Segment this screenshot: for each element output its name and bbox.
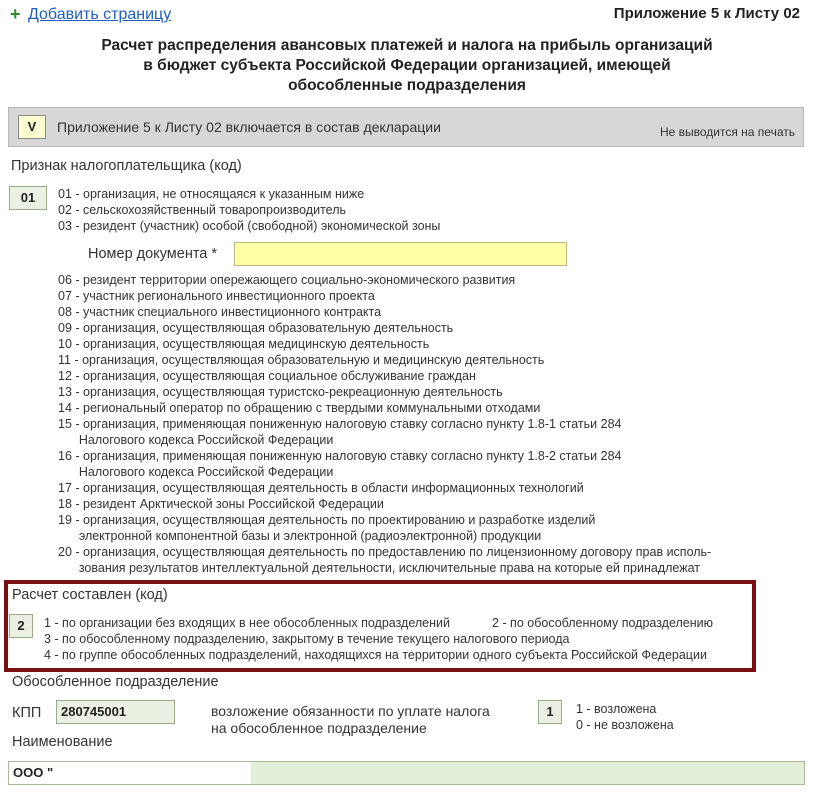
- taxpayer-option: 03 - резидент (участник) особой (свободной) экономической зоны: [58, 219, 441, 233]
- taxpayer-code-field[interactable]: 01: [9, 186, 47, 210]
- taxpayer-option: Налогового кодекса Российской Федерации: [58, 465, 334, 479]
- taxpayer-option: 06 - резидент территории опережающего социально-экономического развития: [58, 273, 516, 287]
- taxpayer-option: электронной компонентной базы и электронной (радиоэлектронной) продукции: [58, 529, 542, 543]
- duty-option-1: 1 - возложена: [576, 702, 657, 716]
- duty-label: [211, 703, 490, 737]
- taxpayer-options-top: [58, 186, 440, 234]
- taxpayer-option: 01 - организация, не относящаяся к указанным ниже: [58, 187, 365, 201]
- title-line-3: обособленные подразделения: [288, 77, 526, 94]
- add-page-link[interactable]: [10, 4, 171, 25]
- duty-options: [576, 701, 674, 733]
- taxpayer-option: 02 - сельскохозяйственный товаропроизводитель: [58, 203, 347, 217]
- taxpayer-option: 17 - организация, осуществляющая деятельность в области информационных технологий: [58, 481, 584, 495]
- duty-label-line-1: возложение обязанности по уплате налога: [211, 703, 490, 719]
- calc-code-field[interactable]: 2: [9, 614, 33, 638]
- taxpayer-option: 14 - региональный оператор по обращению с твердыми коммунальными отходами: [58, 401, 541, 415]
- name-input[interactable]: [8, 761, 805, 785]
- inclusion-label: Приложение 5 к Листу 02 включается в состав декларации: [57, 119, 441, 135]
- kpp-label: КПП: [12, 705, 42, 721]
- title-line-2: в бюджет субъекта Российской Федерации организацией, имеющей: [143, 57, 671, 74]
- taxpayer-option: 09 - организация, осуществляющая образовательную деятельность: [58, 321, 454, 335]
- inclusion-bar: [8, 107, 804, 147]
- calc-option-2: 2 - по обособленному подразделению: [492, 616, 714, 630]
- name-label: Наименование: [12, 734, 113, 750]
- calc-option-3: 3 - по обособленному подразделению, закрытому в течение текущего налогового периода: [44, 632, 570, 646]
- taxpayer-option: Налогового кодекса Российской Федерации: [58, 433, 334, 447]
- inclusion-checkbox[interactable]: V: [18, 115, 46, 139]
- doc-number-input[interactable]: [234, 242, 567, 266]
- plus-icon: +: [10, 4, 21, 24]
- doc-number-label: Номер документа *: [88, 246, 218, 262]
- kpp-input[interactable]: 280745001: [56, 700, 175, 724]
- page-title: [0, 36, 814, 96]
- calc-option-1: 1 - по организации без входящих в нее обособленных подразделений: [44, 616, 450, 630]
- taxpayer-option: 13 - организация, осуществляющая туристско-рекреационную деятельность: [58, 385, 503, 399]
- appendix-title: Приложение 5 к Листу 02: [613, 5, 800, 22]
- name-value: ООО ": [9, 762, 251, 784]
- taxpayer-option: 15 - организация, применяющая пониженную налоговую ставку согласно пункту 1.8-1 статьи 284: [58, 417, 622, 431]
- taxpayer-option: 16 - организация, применяющая пониженную налоговую ставку согласно пункту 1.8-2 статьи 284: [58, 449, 622, 463]
- taxpayer-option: 19 - организация, осуществляющая деятельность по проектированию и разработке изделий: [58, 513, 596, 527]
- taxpayer-option: 07 - участник регионального инвестиционного проекта: [58, 289, 375, 303]
- taxpayer-option: 11 - организация, осуществляющая образовательную и медицинскую деятельность: [58, 353, 545, 367]
- taxpayer-option: 08 - участник специального инвестиционного контракта: [58, 305, 382, 319]
- title-line-1: Расчет распределения авансовых платежей и налога на прибыль организаций: [101, 37, 713, 54]
- add-page-label: Добавить страницу: [28, 5, 172, 23]
- duty-option-2: 0 - не возложена: [576, 718, 674, 732]
- calc-section-label: Расчет составлен (код): [12, 587, 168, 603]
- subdivision-section-label: Обособленное подразделение: [12, 674, 219, 690]
- calc-option-4: 4 - по группе обособленных подразделений, находящихся на территории одного субъекта Российской Федерации: [44, 648, 707, 662]
- taxpayer-option: зования результатов интеллектуальной деятельности, исключительные права на которые ей принадлежат: [58, 561, 701, 575]
- no-print-note: Не выводится на печать: [659, 125, 795, 139]
- taxpayer-section-label: Признак налогоплательщика (код): [11, 158, 242, 174]
- taxpayer-option: 20 - организация, осуществляющая деятельность по предоставлению по лицензионному договору прав исполь-: [58, 545, 712, 559]
- taxpayer-option: 18 - резидент Арктической зоны Российской Федерации: [58, 497, 384, 511]
- duty-code-field[interactable]: 1: [538, 700, 562, 724]
- duty-label-line-2: на обособленное подразделение: [211, 720, 427, 736]
- taxpayer-options-bottom: [58, 272, 711, 576]
- taxpayer-option: 12 - организация, осуществляющая социальное обслуживание граждан: [58, 369, 476, 383]
- taxpayer-option: 10 - организация, осуществляющая медицинскую деятельность: [58, 337, 430, 351]
